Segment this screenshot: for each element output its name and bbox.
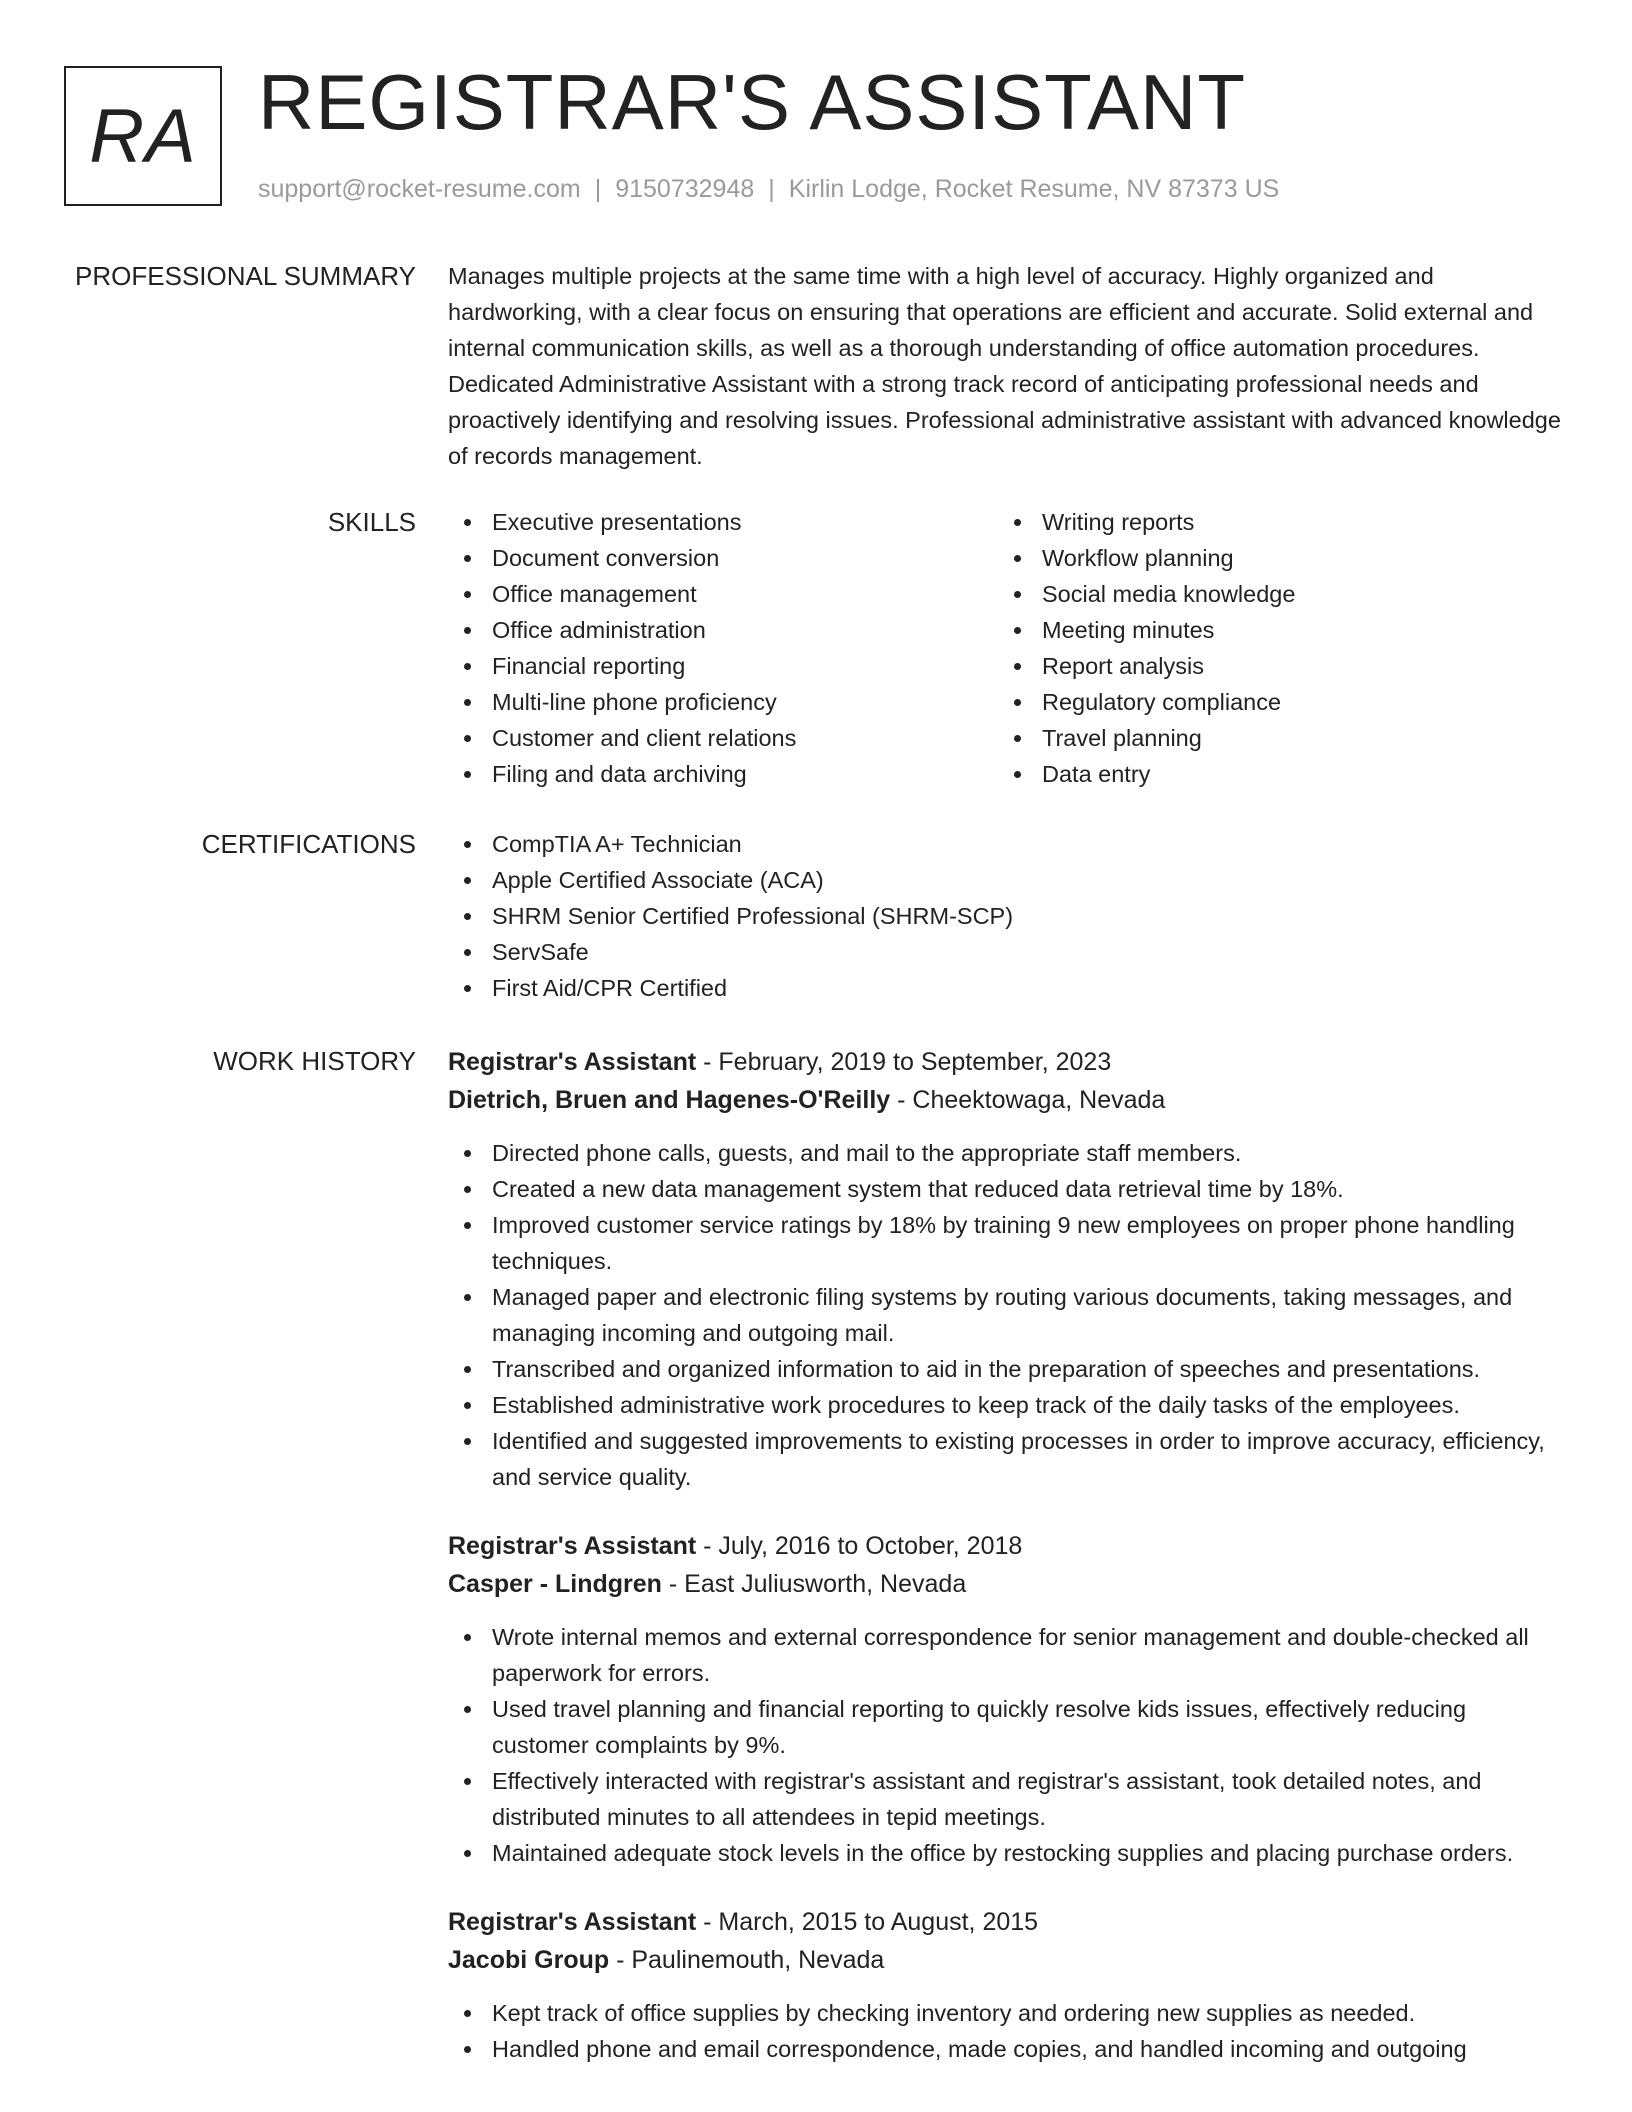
- job-company: Casper - Lindgren: [448, 1570, 662, 1598]
- job-bullet: Managed paper and electronic filing systems by routing various documents, taking messages, and managing incoming and outgoing mail.: [448, 1279, 1568, 1351]
- summary-heading: PROFESSIONAL SUMMARY: [75, 261, 416, 291]
- certification-item: CompTIA A+ Technician: [448, 826, 1568, 862]
- certification-item: SHRM Senior Certified Professional (SHRM-SCP): [448, 898, 1568, 934]
- job-location: - East Juliusworth, Nevada: [661, 1570, 967, 1598]
- skill-item: Multi-line phone proficiency: [448, 684, 998, 720]
- certification-item: Apple Certified Associate (ACA): [448, 862, 1568, 898]
- job-bullet: Created a new data management system that reduced data retrieval time by 18%.: [448, 1171, 1568, 1207]
- job-location: - Paulinemouth, Nevada: [609, 1946, 885, 1974]
- job-entry: [448, 1043, 1568, 1495]
- job-bullet: Handled phone and email correspondence, made copies, and handled incoming and outgoing: [448, 2031, 1568, 2067]
- job-title: Registrar's Assistant: [448, 1048, 697, 1076]
- skills-body: [448, 504, 1568, 792]
- skill-item: Financial reporting: [448, 648, 998, 684]
- contact-separator: |: [594, 175, 602, 203]
- job-bullet: Transcribed and organized information to aid in the preparation of speeches and presentations.: [448, 1351, 1568, 1387]
- skill-item: Report analysis: [998, 648, 1548, 684]
- certifications-list: [448, 826, 1568, 1006]
- skill-item: Customer and client relations: [448, 720, 998, 756]
- skill-item: Workflow planning: [998, 540, 1548, 576]
- job-title: Registrar's Assistant: [448, 1908, 697, 1936]
- skill-item: Office management: [448, 576, 998, 612]
- work-history-body: [448, 1043, 1568, 2099]
- monogram-initials: RA: [89, 93, 197, 179]
- job-bullets: [448, 1995, 1568, 2067]
- job-entry: [448, 1903, 1568, 2067]
- summary-body: [448, 258, 1568, 474]
- job-entry: [448, 1527, 1568, 1871]
- job-title-line: [448, 1043, 1568, 1081]
- summary-text: Manages multiple projects at the same time with a high level of accuracy. Highly organized and hardworking, with a clear focus on ensuring that operations are efficient and accurate. Solid external and internal communication skills, as well as a thorough understanding of office automation procedures. Dedicated Administrative Assistant with a strong track record of anticipating professional needs and proactively identifying and resolving issues. Professional administrative assistant with advanced knowledge of records management.: [448, 263, 1561, 469]
- job-dates: - February, 2019 to September, 2023: [696, 1048, 1112, 1076]
- skills-list-right: [998, 504, 1548, 792]
- job-company-line: [448, 1941, 1568, 1979]
- skill-item: Writing reports: [998, 504, 1548, 540]
- skill-item: Travel planning: [998, 720, 1548, 756]
- job-bullet: Kept track of office supplies by checking inventory and ordering new supplies as needed.: [448, 1995, 1568, 2031]
- job-location: - Cheektowaga, Nevada: [890, 1086, 1166, 1114]
- job-bullet: Improved customer service ratings by 18% by training 9 new employees on proper phone handling techniques.: [448, 1207, 1568, 1279]
- skill-item: Document conversion: [448, 540, 998, 576]
- job-bullet: Effectively interacted with registrar's assistant and registrar's assistant, took detailed notes, and distributed minutes to all attendees in tepid meetings.: [448, 1763, 1568, 1835]
- job-bullets: [448, 1135, 1568, 1495]
- job-bullets: [448, 1619, 1568, 1871]
- job-bullet: Directed phone calls, guests, and mail to the appropriate staff members.: [448, 1135, 1568, 1171]
- certification-item: ServSafe: [448, 934, 1568, 970]
- certification-item: First Aid/CPR Certified: [448, 970, 1568, 1006]
- job-dates: - March, 2015 to August, 2015: [696, 1908, 1039, 1936]
- job-dates: - July, 2016 to October, 2018: [696, 1532, 1023, 1560]
- skill-item: Data entry: [998, 756, 1548, 792]
- contact-address: Kirlin Lodge, Rocket Resume, NV 87373 US: [788, 175, 1280, 203]
- skill-item: Executive presentations: [448, 504, 998, 540]
- skill-item: Office administration: [448, 612, 998, 648]
- job-bullet: Used travel planning and financial reporting to quickly resolve kids issues, effectively reducing customer complaints by 9%.: [448, 1691, 1568, 1763]
- skills-heading: SKILLS: [327, 507, 416, 537]
- work-history-heading: WORK HISTORY: [213, 1046, 416, 1076]
- job-bullet: Wrote internal memos and external correspondence for senior management and double-checked all paperwork for errors.: [448, 1619, 1568, 1691]
- resume-title: REGISTRAR'S ASSISTANT: [258, 58, 1246, 146]
- skills-list-left: [448, 504, 998, 792]
- job-bullet: Maintained adequate stock levels in the office by restocking supplies and placing purchase orders.: [448, 1835, 1568, 1871]
- contact-email[interactable]: support@rocket-resume.com: [258, 175, 581, 203]
- skill-item: Meeting minutes: [998, 612, 1548, 648]
- job-title: Registrar's Assistant: [448, 1532, 697, 1560]
- job-bullet: Identified and suggested improvements to existing processes in order to improve accuracy, efficiency, and service quality.: [448, 1423, 1568, 1495]
- contact-line: [258, 175, 1279, 204]
- job-company-line: [448, 1565, 1568, 1603]
- certifications-heading: CERTIFICATIONS: [201, 829, 416, 859]
- skill-item: Filing and data archiving: [448, 756, 998, 792]
- certifications-body: [448, 826, 1568, 1006]
- job-title-line: [448, 1527, 1568, 1565]
- contact-separator: |: [768, 175, 775, 203]
- job-company-line: [448, 1081, 1568, 1119]
- job-bullet: Established administrative work procedures to keep track of the daily tasks of the employees.: [448, 1387, 1568, 1423]
- monogram-box: [64, 66, 222, 206]
- job-company: Dietrich, Bruen and Hagenes-O'Reilly: [448, 1086, 891, 1114]
- contact-phone[interactable]: 9150732948: [615, 175, 755, 203]
- job-company: Jacobi Group: [448, 1946, 610, 1974]
- job-title-line: [448, 1903, 1568, 1941]
- skill-item: Regulatory compliance: [998, 684, 1548, 720]
- skill-item: Social media knowledge: [998, 576, 1548, 612]
